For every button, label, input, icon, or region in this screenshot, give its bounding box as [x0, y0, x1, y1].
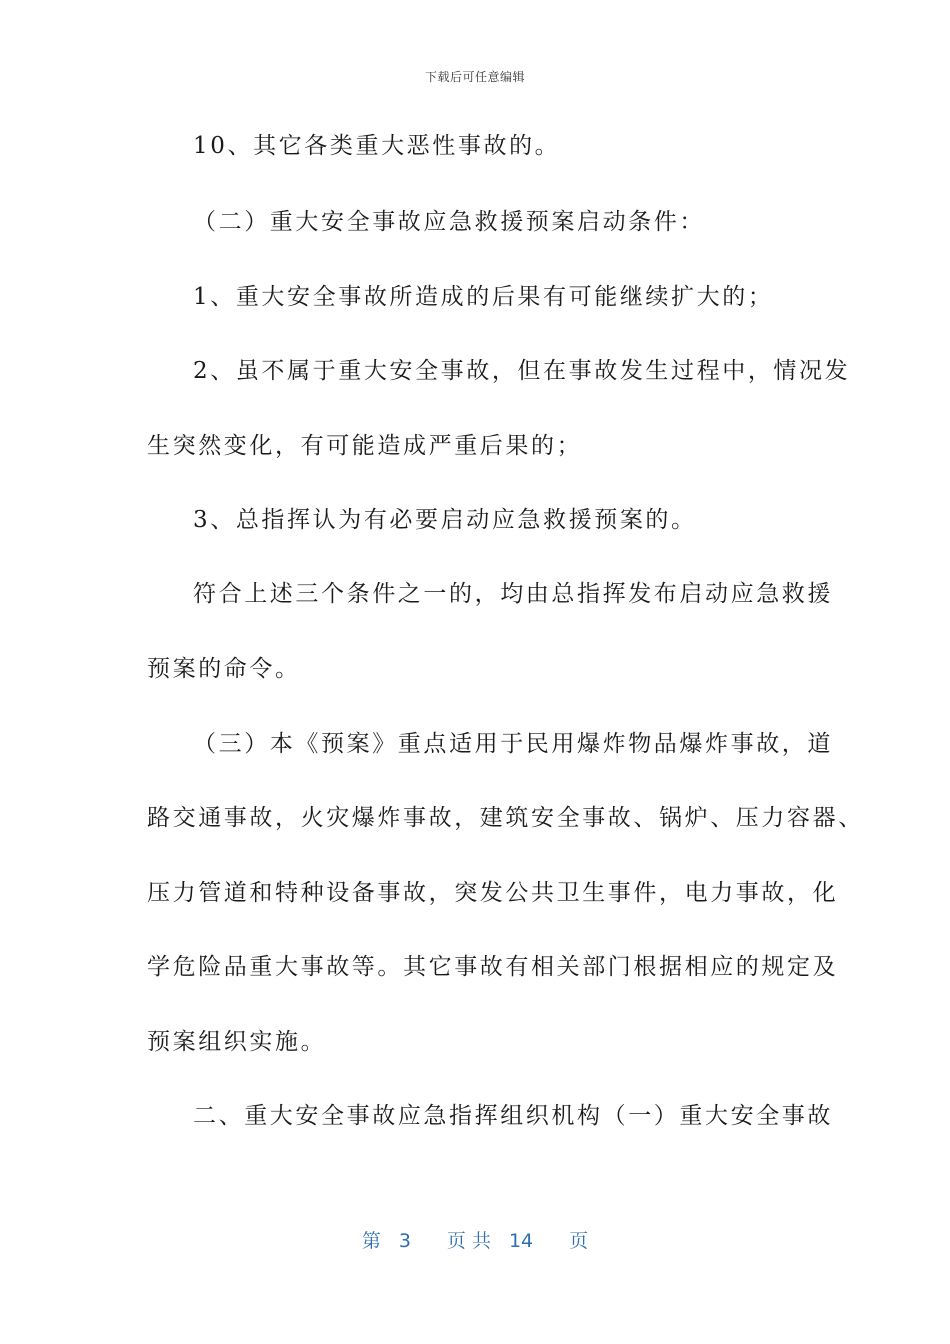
paragraph-line-3: 1、重大安全事故所造成的后果有可能继续扩大的；: [193, 284, 774, 310]
footer-prefix: 第: [361, 1230, 381, 1252]
paragraph-line-2: （二）重大安全事故应急救援预案启动条件：: [193, 209, 705, 235]
footer-total-pages: 14: [508, 1230, 534, 1252]
paragraph-line-6: 3、总指挥认为有必要启动应急救援预案的。: [193, 507, 697, 533]
paragraph-line-10: 路交通事故，火灾爆炸事故，建筑安全事故、锅炉、压力容器、: [147, 805, 864, 831]
paragraph-line-12: 学危险品重大事故等。其它事故有相关部门根据相应的规定及: [147, 954, 839, 980]
paragraph-line-7: 符合上述三个条件之一的，均由总指挥发布启动应急救援: [193, 581, 833, 607]
paragraph-line-9: （三）本《预案》重点适用于民用爆炸物品爆炸事故，道: [193, 731, 833, 757]
paragraph-line-5: 生突然变化，有可能造成严重后果的；: [147, 433, 583, 459]
paragraph-line-11: 压力管道和特种设备事故，突发公共卫生事件，电力事故，化: [147, 880, 839, 906]
page-footer: [0, 1226, 950, 1253]
paragraph-line-4: 2、虽不属于重大安全事故，但在事故发生过程中，情况发: [193, 358, 851, 384]
paragraph-line-8: 预案的命令。: [147, 656, 301, 682]
page-header: 下载后可任意编辑: [424, 70, 525, 84]
paragraph-line-14: 二、重大安全事故应急指挥组织机构（一）重大安全事故: [193, 1103, 833, 1129]
paragraph-line-13: 预案组织实施。: [147, 1029, 327, 1055]
paragraph-line-1: 10、其它各类重大恶性事故的。: [193, 133, 561, 159]
footer-current-page: 3: [398, 1230, 411, 1252]
footer-middle: 页 共: [446, 1230, 491, 1252]
footer-suffix: 页: [569, 1230, 589, 1252]
